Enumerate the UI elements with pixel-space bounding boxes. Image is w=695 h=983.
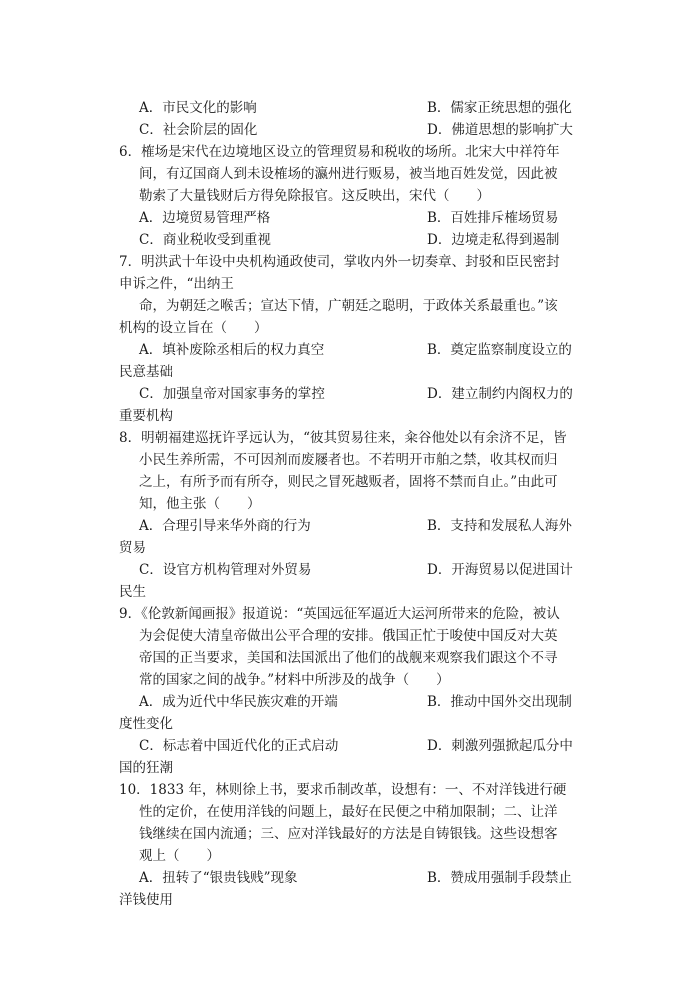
option-b: B．推动中国外交出现制	[427, 694, 572, 710]
question-10-stem: 观上（ ）	[139, 848, 220, 864]
option-a: A．填补废除丞相后的权力真空	[139, 342, 325, 358]
question-6-stem: 勒索了大量钱财后方得免除报官。这反映出，宋代（ ）	[139, 188, 490, 204]
option-a: A．市民文化的影响	[139, 100, 257, 116]
option-b: B．赞成用强制手段禁止	[427, 870, 572, 886]
option-d-continued: 国的狂潮	[119, 760, 173, 776]
question-8-stem: 小民生养所需，不可因剂而废屦者也。不若明开市舶之禁，收其权而归	[139, 452, 558, 468]
option-b: B．支持和发展私人海外	[427, 518, 572, 534]
question-6-stem: 间，有辽国商人到未设榷场的瀛州进行贩易，被当地百姓发觉，因此被	[139, 166, 558, 182]
option-d: D．开海贸易以促进国计	[427, 562, 573, 578]
option-a: A．合理引导来华外商的行为	[139, 518, 311, 534]
question-10-stem: 钱继续在国内流通；三、应对洋钱最好的方法是自铸银钱。这些设想客	[139, 826, 558, 842]
question-10-stem: 10．1833 年，林则徐上书，要求币制改革，设想有：一、不对洋钱进行硬	[119, 782, 567, 798]
option-a: A．边境贸易管理严格	[139, 210, 271, 226]
question-7-stem: 机构的设立旨在（ ）	[119, 320, 268, 336]
question-6-stem: 6．榷场是宋代在边境地区设立的管理贸易和税收的场所。北宋大中祥符年	[119, 144, 560, 160]
option-d-continued: 重要机构	[119, 408, 173, 424]
question-7-stem: 7．明洪武十年设中央机构通政使司，掌收内外一切奏章、封驳和臣民密封	[119, 254, 560, 270]
question-9-stem: 帝国的正当要求，美国和法国派出了他们的战舰来观察我们跟这个不寻	[139, 650, 558, 666]
question-7-stem: 命，为朝廷之喉舌；宣达下情，广朝廷之聪明，于政体关系最重也。”该	[139, 298, 558, 314]
option-a: A．扭转了“银贵钱贱”现象	[139, 870, 298, 886]
question-8-stem: 之上，有所予而有所夺，则民之冒死越贩者，固将不禁而自止。”由此可	[139, 474, 558, 490]
option-c: C．加强皇帝对国家事务的掌控	[139, 386, 325, 402]
option-c: C．社会阶层的固化	[139, 122, 258, 138]
option-d: D．刺激列强掀起瓜分中	[427, 738, 573, 754]
option-c: C．设官方机构管理对外贸易	[139, 562, 312, 578]
option-b-continued: 洋钱使用	[119, 892, 173, 908]
question-9-stem: 常的国家之间的战争。”材料中所涉及的战争（ ）	[139, 672, 450, 688]
question-9-stem: 为会促使大清皇帝做出公平合理的安排。俄国正忙于唆使中国反对大英	[139, 628, 558, 644]
option-b: B．奠定监察制度设立的	[427, 342, 572, 358]
option-d: D．边境走私得到遏制	[427, 232, 560, 248]
option-b-continued: 贸易	[119, 540, 146, 556]
question-8-stem: 知，他主张（ ）	[139, 496, 261, 512]
option-d: D．建立制约内阁权力的	[427, 386, 573, 402]
option-b: B．百姓排斥榷场贸易	[427, 210, 559, 226]
option-b: B．儒家正统思想的强化	[427, 100, 572, 116]
question-7-stem: 申诉之件，“出纳王	[119, 276, 234, 292]
question-8-stem: 8．明朝福建巡抚许孚远认为，“彼其贸易往来，籴谷他处以有余济不足，皆	[119, 430, 567, 446]
option-c: C．标志着中国近代化的正式启动	[139, 738, 339, 754]
question-9-stem: 9．《伦敦新闻画报》报道说：“英国远征军逼近大运河所带来的危险，被认	[119, 606, 560, 622]
option-b-continued: 度性变化	[119, 716, 173, 732]
option-a: A．成为近代中华民族灾难的开端	[139, 694, 338, 710]
option-d: D．佛道思想的影响扩大	[427, 122, 573, 138]
option-c: C．商业税收受到重视	[139, 232, 271, 248]
option-b-continued: 民意基础	[119, 364, 173, 380]
question-10-stem: 性的定价，在使用洋钱的问题上，最好在民便之中稍加限制；二、让洋	[139, 804, 558, 820]
option-d-continued: 民生	[119, 584, 146, 600]
